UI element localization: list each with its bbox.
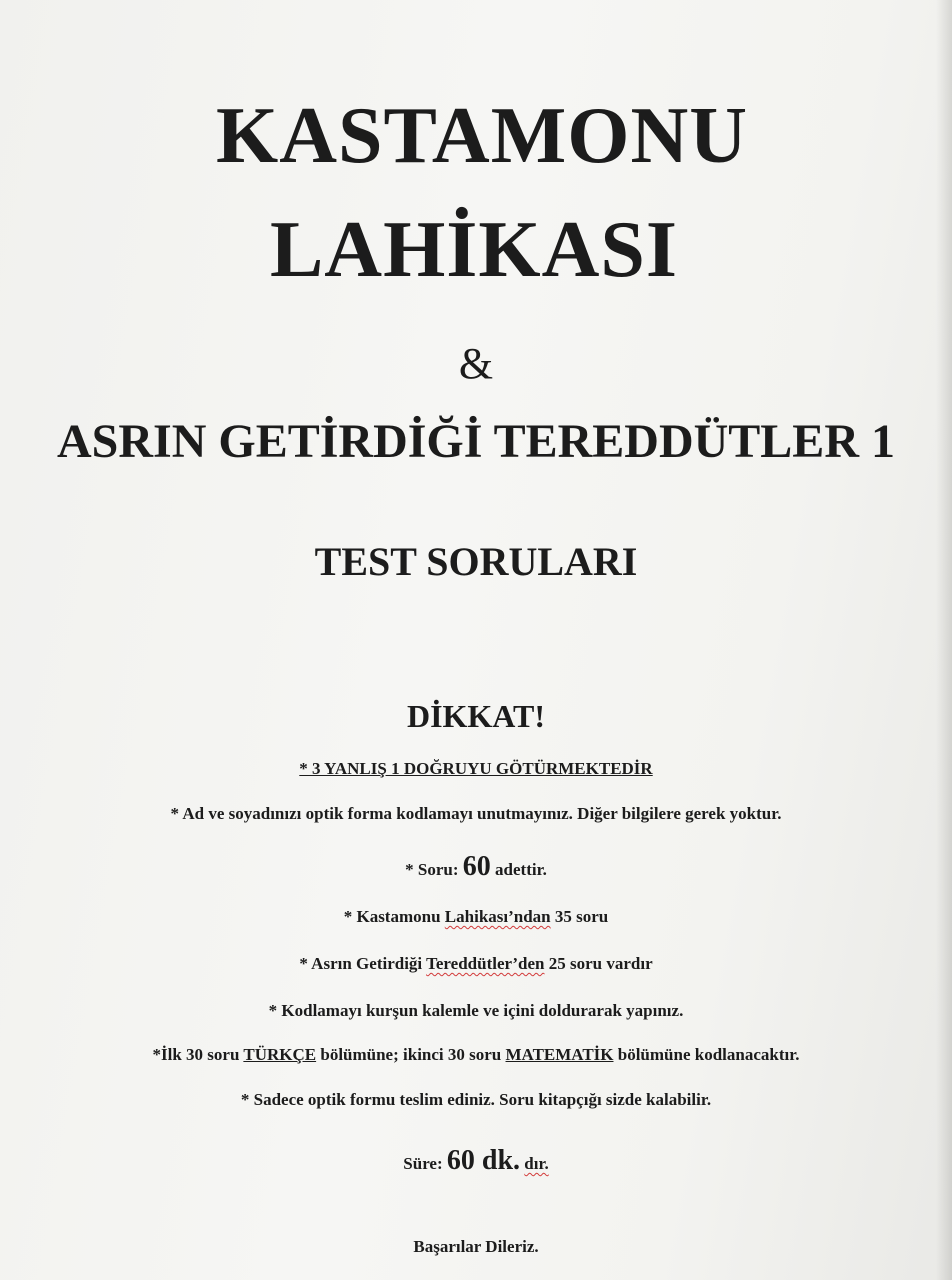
- time-value: 60 dk.: [446, 1145, 521, 1176]
- rule-question-count-pre: * Soru:: [405, 860, 463, 879]
- rule-sections: [0, 1046, 952, 1063]
- title-line-2: LAHİKASI: [269, 206, 679, 294]
- rule-question-count: [0, 853, 952, 881]
- rule-submit: * Sadece optik formu teslim ediniz. Soru kitapçığı sizde kalabilir.: [240, 1090, 712, 1109]
- section-turkce: TÜRKÇE: [243, 1045, 317, 1064]
- rule-name-coding: * Ad ve soyadınızı optik forma kodlamayı unutmayınız. Diğer bilgilere gerek yoktur.: [170, 804, 782, 823]
- rule-asrin-mark: Tereddütler’den: [426, 954, 545, 973]
- test-label: TEST SORULARI: [314, 539, 638, 584]
- rule-sections-post: bölümüne kodlanacaktır.: [613, 1045, 800, 1064]
- rule-pencil: * Kodlamayı kurşun kalemle ve içini doldurarak yapınız.: [268, 1001, 684, 1020]
- rule-asrin-post: 25 soru vardır: [544, 954, 653, 973]
- subtitle: ASRIN GETİRDİĞİ TEREDDÜTLER 1: [57, 415, 895, 468]
- rule-asrin-count: [0, 955, 952, 972]
- rule-wrong-answers-text: * 3 YANLIŞ 1 DOĞRUYU GÖTÜRMEKTEDİR: [299, 759, 653, 778]
- section-matematik: MATEMATİK: [505, 1045, 614, 1064]
- page-edge-shadow: [936, 0, 952, 1280]
- rule-asrin-pre: * Asrın Getirdiği: [299, 954, 427, 973]
- rule-wrong-answers: [0, 760, 952, 777]
- question-count-number: 60: [462, 851, 491, 882]
- closing-message: Başarılar Dileriz.: [413, 1237, 539, 1256]
- time-limit: [0, 1147, 952, 1175]
- rule-kastamonu-count: [0, 908, 952, 925]
- rule-question-count-post: adettir.: [490, 860, 547, 879]
- title-line-1: KASTAMONU: [216, 92, 748, 180]
- time-label: Süre:: [403, 1154, 447, 1173]
- rule-kastamonu-post: 35 soru: [550, 907, 609, 926]
- rule-sections-mid: bölümüne; ikinci 30 soru: [316, 1045, 506, 1064]
- rule-kastamonu-pre: * Kastamonu: [343, 907, 445, 926]
- notice-heading: DİKKAT!: [406, 698, 546, 734]
- time-suffix: dır.: [524, 1154, 549, 1173]
- ampersand: &: [458, 339, 494, 388]
- rule-sections-pre: *İlk 30 soru: [152, 1045, 244, 1064]
- rule-kastamonu-mark: Lahikası’ndan: [444, 907, 551, 926]
